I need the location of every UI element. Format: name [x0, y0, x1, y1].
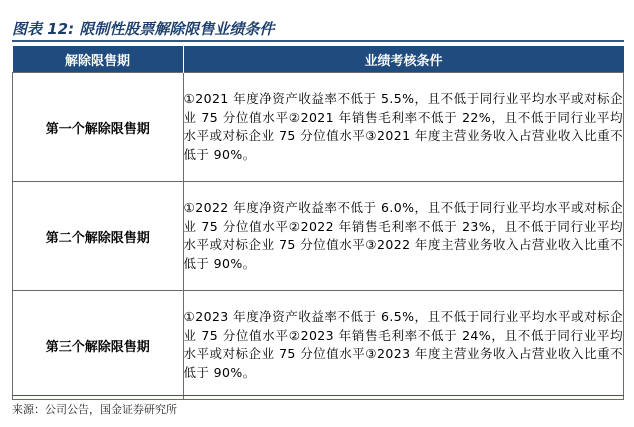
title-divider — [12, 40, 624, 42]
row-period: 第三个解除限售期 — [13, 291, 184, 400]
row-period: 第一个解除限售期 — [13, 73, 184, 182]
table-row — [13, 73, 624, 182]
header-condition: 业绩考核条件 — [183, 46, 624, 73]
table-header-row — [13, 46, 624, 73]
row-condition: ①2023 年度净资产收益率不低于 6.5%，且不低于同行业平均水平或对标企业 75 分位值水平②2023 年销售毛利率不低于 24%，且不低于同行业平均水平或对标企业 75 分位值水平③2023 年度主营业务收入占营业收入比重不低于 90%。 — [183, 291, 624, 400]
source-note: 来源：公司公告，国金证券研究所 — [12, 403, 177, 416]
row-period: 第二个解除限售期 — [13, 182, 184, 291]
header-period: 解除限售期 — [13, 46, 184, 73]
conditions-table — [12, 46, 624, 400]
table-row — [13, 291, 624, 400]
row-condition: ①2022 年度净资产收益率不低于 6.0%，且不低于同行业平均水平或对标企业 75 分位值水平②2022 年销售毛利率不低于 23%，且不低于同行业平均水平或对标企业 75 分位值水平③2022 年度主营业务收入占营业收入比重不低于 90%。 — [183, 182, 624, 291]
row-condition: ①2021 年度净资产收益率不低于 5.5%，且不低于同行业平均水平或对标企业 75 分位值水平②2021 年销售毛利率不低于 22%，且不低于同行业平均水平或对标企业 75 分位值水平③2021 年度主营业务收入占营业收入比重不低于 90%。 — [183, 73, 624, 182]
bottom-divider — [12, 395, 624, 396]
table-row — [13, 182, 624, 291]
figure-title: 图表 12: 限制性股票解除限售业绩条件 — [12, 20, 275, 38]
